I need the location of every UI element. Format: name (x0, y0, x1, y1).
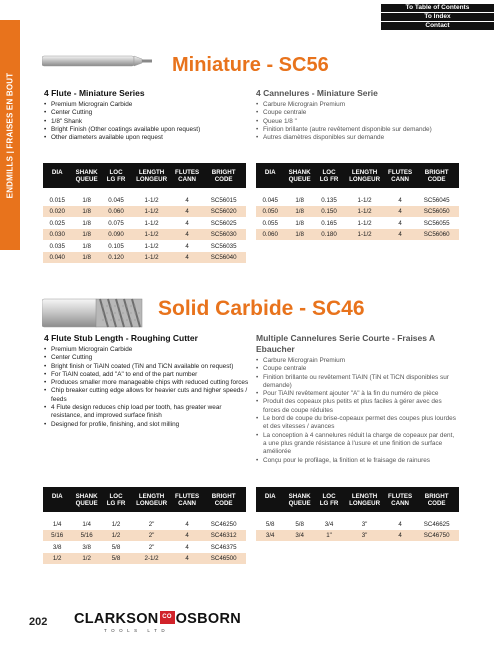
table-cell: 0.045 (108, 196, 124, 204)
table-cell: 2-1/2 (130, 553, 173, 565)
column-header: LOC LG FR (315, 487, 343, 512)
table-of-contents-link[interactable]: To Table of Contents (381, 4, 494, 12)
table-cell: 0.180 (315, 229, 343, 241)
list-item: • Coupe centrale (256, 109, 471, 117)
table-cell: SC46625 (423, 520, 450, 528)
section1-left-table (43, 163, 246, 263)
column-header: LOC LG FR (315, 163, 343, 188)
section2-en-bullets (44, 346, 249, 429)
table-cell: 4 (185, 520, 189, 528)
list-item: • 1/8" Shank (44, 118, 249, 126)
table-cell: 0.035 (49, 242, 65, 250)
column-header: LENGTH LONGEUR (343, 163, 386, 188)
page-number: 202 (29, 616, 48, 628)
table-cell: 1/4 (82, 520, 91, 528)
table-cell: 4 (185, 242, 189, 250)
table-header-row (43, 163, 246, 188)
table-header-row (256, 163, 459, 188)
table-cell: SC56045 (423, 196, 450, 204)
table-cell: SC46500 (201, 553, 246, 565)
list-item: • For TiAIN coated, add "A" to end of the part number (44, 371, 249, 379)
company-logo (74, 611, 242, 641)
table-cell: 1-1/2 (144, 196, 159, 204)
column-header: LENGTH LONGEUR (130, 487, 173, 512)
table-cell: 0.075 (108, 219, 124, 227)
table-cell: SC56015 (210, 196, 237, 204)
table-row (43, 541, 246, 553)
table-cell: 1/4 (52, 520, 62, 528)
table-cell: 5/8 (102, 553, 130, 565)
table-cell: 1/8 (71, 206, 101, 218)
table-cell: 1-1/2 (343, 229, 386, 241)
column-header: LENGTH LONGEUR (343, 487, 386, 512)
table-cell: 1/8 (71, 229, 101, 241)
table-row (256, 194, 459, 206)
section2-en-heading: 4 Flute Stub Length - Roughing Cutter (44, 333, 198, 343)
table-cell: SC46750 (414, 530, 459, 542)
table-cell: SC56040 (201, 252, 246, 264)
column-header: BRIGHT CODE (201, 163, 246, 188)
list-item: • Finition brillante (autre revêtement disponible sur demande) (256, 126, 471, 134)
table-cell: 4 (386, 530, 414, 542)
table-cell: 1/8 (284, 229, 314, 241)
list-item: • Autres diamètres disponibles sur demande (256, 134, 471, 142)
table-cell: 1-1/2 (343, 206, 386, 218)
column-header: LOC LG FR (102, 487, 130, 512)
table-cell: 2" (148, 520, 155, 528)
table-cell: 1-1/2 (130, 252, 173, 264)
table-cell: 4 (398, 520, 402, 528)
table-cell: 1/2 (102, 530, 130, 542)
table-row (256, 530, 459, 542)
list-item: • Le bord de coupe du brise-copeaux permet des coupes plus lourdes et des vitesses / avances (256, 415, 456, 432)
table-cell: 0.015 (49, 196, 65, 204)
column-header: BRIGHT CODE (414, 163, 459, 188)
logo-text-right: OSBORN (175, 611, 242, 627)
logo-badge: CO (160, 611, 175, 624)
table-cell: 0.020 (43, 206, 71, 218)
table-cell: 5/16 (71, 530, 101, 542)
table-cell: 3" (361, 520, 368, 528)
list-item: • Conçu pour le profilage, la finition et le fraisage de rainures (256, 457, 456, 465)
list-item: • Premium Micrograin Carbide (44, 346, 249, 354)
section2-left-table (43, 487, 246, 564)
column-header: FLUTES CANN (386, 487, 414, 512)
table-cell: SC56035 (210, 242, 237, 250)
table-cell: 0.050 (256, 206, 284, 218)
column-header: BRIGHT CODE (414, 487, 459, 512)
table-cell: 5/8 (295, 520, 304, 528)
table-row (256, 217, 459, 229)
table-cell: 0.030 (43, 229, 71, 241)
table-cell: 2" (148, 543, 155, 551)
column-header: LOC LG FR (102, 163, 130, 188)
column-header: SHANK QUEUE (284, 487, 314, 512)
list-item: • Premium Micrograin Carbide (44, 101, 249, 109)
list-item: • Produces smaller more manageable chips with reduced cutting forces (44, 379, 249, 387)
section1-fr-heading: 4 Cannelures - Miniature Serie (256, 88, 378, 98)
table-cell: 1-1/2 (130, 206, 173, 218)
table-cell: 5/16 (43, 530, 71, 542)
list-item: • Center Cutting (44, 109, 249, 117)
table-cell: 0.090 (102, 229, 130, 241)
list-item: • Designed for profile, finishing, and slot milling (44, 421, 249, 429)
logo-text-left: CLARKSON (74, 611, 159, 627)
table-cell: SC46375 (210, 543, 237, 551)
table-cell: 0.060 (256, 229, 284, 241)
table-cell: 0.055 (262, 219, 278, 227)
table-cell: SC56055 (423, 219, 450, 227)
table-row (43, 518, 246, 530)
logo-subtitle: TOOLS LTD (104, 628, 170, 633)
section1-en-heading: 4 Flute - Miniature Series (44, 88, 145, 98)
table-cell: 4 (173, 206, 201, 218)
section2-fr-heading: Multiple Cannelures Serie Courte - Fraises A Ebaucher (256, 333, 435, 354)
side-category-tab (0, 20, 20, 250)
table-row (43, 530, 246, 542)
table-cell: SC56020 (201, 206, 246, 218)
table-row (43, 206, 246, 218)
table-cell: 1/8 (71, 252, 101, 264)
table-cell: SC46250 (210, 520, 237, 528)
table-cell: 1-1/2 (130, 229, 173, 241)
table-cell: SC56060 (414, 229, 459, 241)
table-cell: 1/8 (82, 219, 91, 227)
section1-title: Miniature - SC56 (172, 54, 329, 76)
table-cell: 0.150 (315, 206, 343, 218)
table-cell: 1/8 (82, 242, 91, 250)
column-header: DIA (256, 163, 284, 188)
column-header: DIA (256, 487, 284, 512)
table-header-row (43, 487, 246, 512)
table-row (43, 194, 246, 206)
table-row (256, 229, 459, 241)
table-cell: 1/2 (71, 553, 101, 565)
table-row (43, 553, 246, 565)
table-cell: 0.040 (43, 252, 71, 264)
column-header: BRIGHT CODE (201, 487, 246, 512)
table-cell: 4 (185, 196, 189, 204)
table-cell: 3/8 (52, 543, 62, 551)
table-cell: 4 (173, 553, 201, 565)
list-item: • Chip breaker cutting edge allows for heavier cuts and higher speeds / feeds (44, 387, 249, 404)
table-cell: 3/4 (324, 520, 334, 528)
column-header: FLUTES CANN (173, 163, 201, 188)
section2-fr-bullets (256, 357, 456, 465)
list-item: • Queue 1/8 " (256, 118, 471, 126)
table-cell: SC46312 (201, 530, 246, 542)
table-cell: 1-1/2 (357, 196, 372, 204)
table-cell: 4 (386, 206, 414, 218)
table-header-row (256, 487, 459, 512)
table-cell: 0.165 (321, 219, 337, 227)
section2-right-table (256, 487, 459, 541)
column-header: SHANK QUEUE (71, 487, 101, 512)
contact-link[interactable]: Contact (381, 22, 494, 30)
list-item: • Bright Finish (Other coatings available upon request) (44, 126, 249, 134)
column-header: SHANK QUEUE (284, 163, 314, 188)
table-cell: 5/8 (111, 543, 121, 551)
column-header: LENGTH LONGEUR (130, 163, 173, 188)
table-cell: 0.025 (49, 219, 65, 227)
list-item: • Pour TiAIN revêtement ajouter "A" à la fin du numéro de pièce (256, 390, 456, 398)
list-item: • Produit des copeaux plus petits et plus faciles à gérer avec des forces de coupe réduites (256, 398, 456, 415)
list-item: • La conception à 4 cannelures réduit la charge de copeaux par dent, a une plus grande résistance à l'usure et une finition de surface améliorée (256, 432, 456, 457)
table-cell: 1/2 (111, 520, 121, 528)
section1-fr-bullets (256, 101, 471, 142)
table-cell: 1/2 (43, 553, 71, 565)
table-cell: 4 (173, 252, 201, 264)
table-cell: SC56025 (210, 219, 237, 227)
table-cell: 2" (130, 530, 173, 542)
column-header: DIA (43, 163, 71, 188)
table-row (43, 240, 246, 252)
table-cell: 3/4 (256, 530, 284, 542)
table-cell: 1/8 (295, 196, 304, 204)
table-row (43, 229, 246, 241)
table-row (256, 206, 459, 218)
top-nav (381, 4, 494, 31)
table-cell: 1/8 (284, 206, 314, 218)
roughing-endmill-image (42, 296, 144, 330)
list-item: • Carbure Micrograin Premium (256, 357, 456, 365)
table-cell: 0.105 (108, 242, 124, 250)
table-cell: 1/8 (295, 219, 304, 227)
column-header: FLUTES CANN (173, 487, 201, 512)
table-cell: 0.135 (321, 196, 337, 204)
table-cell: 1" (315, 530, 343, 542)
table-cell: 4 (398, 219, 402, 227)
table-cell: 1-1/2 (144, 219, 159, 227)
section1-en-bullets (44, 101, 249, 142)
table-cell: 4 (386, 229, 414, 241)
column-header: FLUTES CANN (386, 163, 414, 188)
table-row (256, 518, 459, 530)
list-item: • Bright finish or TiAIN coated (TiN and TiCN available on request) (44, 363, 249, 371)
side-category-label: ENDMILLS | FRAISES EN BOUT (5, 72, 15, 198)
table-cell: 1-1/2 (144, 242, 159, 250)
table-cell: 1/8 (82, 196, 91, 204)
table-cell: 1-1/2 (357, 219, 372, 227)
table-cell: 4 (173, 229, 201, 241)
table-row (43, 252, 246, 264)
list-item: • Carbure Micrograin Premium (256, 101, 471, 109)
section2-title: Solid Carbide - SC46 (158, 297, 365, 320)
table-cell: 3/4 (284, 530, 314, 542)
list-item: • 4 Flute design reduces chip load per tooth, has greater wear resistance, and improved surface finish (44, 404, 249, 421)
section1-right-table (256, 163, 459, 240)
list-item: • Coupe centrale (256, 365, 456, 373)
index-link[interactable]: To Index (381, 13, 494, 21)
table-cell: 4 (398, 196, 402, 204)
list-item: • Finition brillante ou revêtement TiAIN (TiN et TiCN disponibles sur demande) (256, 374, 456, 391)
table-cell: 5/8 (265, 520, 275, 528)
table-row (43, 217, 246, 229)
table-cell: 0.045 (262, 196, 278, 204)
table-cell: 0.060 (102, 206, 130, 218)
table-cell: 3" (343, 530, 386, 542)
table-cell: SC56050 (414, 206, 459, 218)
table-cell: 0.120 (102, 252, 130, 264)
table-cell: 4 (185, 219, 189, 227)
column-header: SHANK QUEUE (71, 163, 101, 188)
list-item: • Other diameters available upon request (44, 134, 249, 142)
list-item: • Center Cutting (44, 354, 249, 362)
table-cell: 4 (173, 530, 201, 542)
miniature-endmill-image (42, 52, 154, 70)
table-cell: 3/8 (82, 543, 91, 551)
table-cell: SC56030 (201, 229, 246, 241)
column-header: DIA (43, 487, 71, 512)
table-cell: 4 (185, 543, 189, 551)
